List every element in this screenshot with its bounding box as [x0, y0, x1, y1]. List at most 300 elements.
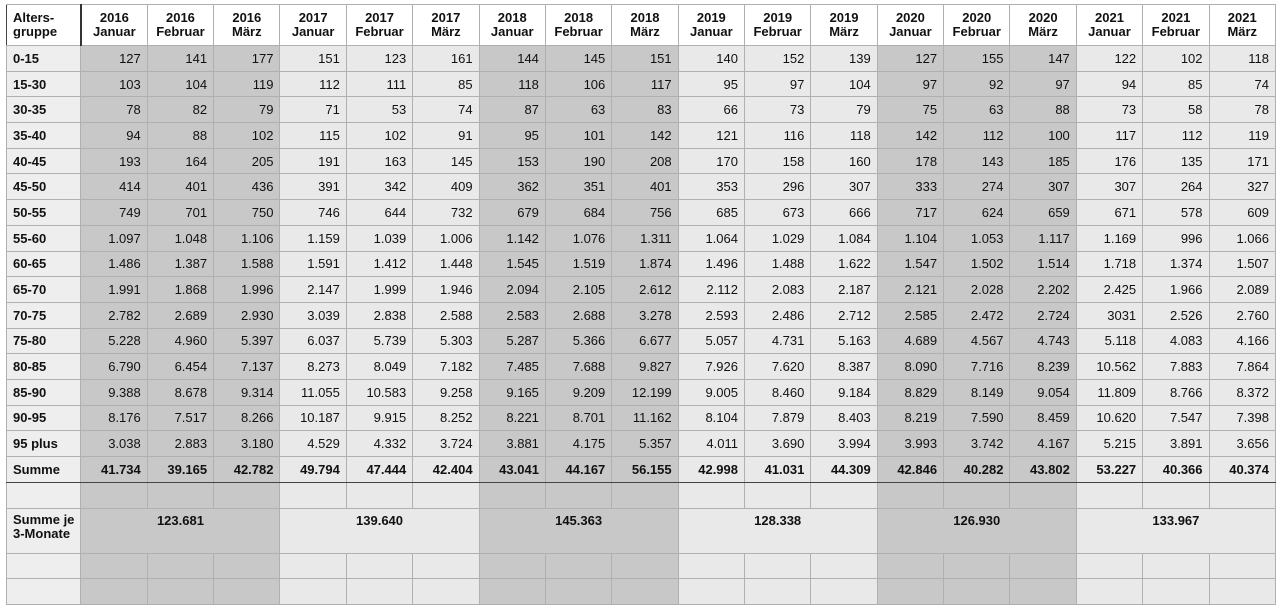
table-cell: 342: [346, 174, 412, 200]
three-month-total: 126.930: [877, 508, 1076, 553]
row-label: 30-35: [7, 97, 81, 123]
table-cell: 264: [1143, 174, 1209, 200]
table-cell: [545, 553, 611, 579]
column-header-year: 2021: [1227, 10, 1257, 25]
table-cell: 1.104: [877, 225, 943, 251]
three-month-total: 139.640: [280, 508, 479, 553]
table-row: [7, 277, 1276, 303]
table-cell: 4.332: [346, 431, 412, 457]
table-cell: 1.064: [678, 225, 744, 251]
table-cell: 8.104: [678, 405, 744, 431]
table-cell: 436: [214, 174, 280, 200]
table-cell: 1.507: [1209, 251, 1275, 277]
table-cell: 42.782: [214, 457, 280, 483]
table-cell: 391: [280, 174, 346, 200]
three-month-total: 123.681: [81, 508, 280, 553]
three-month-total: 128.338: [678, 508, 877, 553]
table-cell: 624: [944, 200, 1010, 226]
table-cell: 145: [413, 148, 479, 174]
table-cell: 1.588: [214, 251, 280, 277]
table-cell: 118: [1209, 46, 1275, 72]
table-cell: 3.656: [1209, 431, 1275, 457]
column-header-month: Februar: [156, 24, 205, 39]
table-cell: 2.425: [1076, 277, 1142, 303]
table-cell: 353: [678, 174, 744, 200]
table-cell: 409: [413, 174, 479, 200]
table-cell: [678, 483, 744, 509]
table-cell: [545, 579, 611, 605]
column-header-year: 2019: [763, 10, 793, 25]
table-cell: 11.055: [280, 379, 346, 405]
table-cell: [612, 553, 678, 579]
table-cell: 100: [1010, 123, 1076, 149]
table-cell: [545, 483, 611, 509]
table-row: [7, 225, 1276, 251]
table-cell: 1.966: [1143, 277, 1209, 303]
table-cell: 112: [944, 123, 1010, 149]
table-cell: 8.460: [745, 379, 811, 405]
table-cell: [479, 483, 545, 509]
column-header-year: 2020: [962, 10, 992, 25]
table-cell: [346, 579, 412, 605]
table-row: [7, 251, 1276, 277]
table-cell: 5.397: [214, 328, 280, 354]
table-cell: 97: [877, 71, 943, 97]
table-cell: 8.266: [214, 405, 280, 431]
table-cell: 158: [745, 148, 811, 174]
column-header-month: März: [231, 24, 262, 39]
table-cell: 7.926: [678, 354, 744, 380]
table-cell: 307: [811, 174, 877, 200]
row-label: 70-75: [7, 302, 81, 328]
table-cell: 40.366: [1143, 457, 1209, 483]
table-cell: 112: [1143, 123, 1209, 149]
table-cell: 115: [280, 123, 346, 149]
table-cell: 1.496: [678, 251, 744, 277]
spacer-row: [7, 553, 1276, 579]
table-cell: 151: [612, 46, 678, 72]
table-cell: 4.011: [678, 431, 744, 457]
table-cell: 41.031: [745, 457, 811, 483]
column-header-month: Januar: [291, 24, 335, 39]
column-header-year: 2020: [895, 10, 925, 25]
table-cell: 118: [811, 123, 877, 149]
table-cell: 2.585: [877, 302, 943, 328]
column-header-year: 2017: [298, 10, 328, 25]
table-cell: 2.147: [280, 277, 346, 303]
table-cell: 4.743: [1010, 328, 1076, 354]
table-cell: 147: [1010, 46, 1076, 72]
column-header-month: Februar: [952, 24, 1001, 39]
row-label: 15-30: [7, 71, 81, 97]
table-cell: 95: [479, 123, 545, 149]
table-cell: 191: [280, 148, 346, 174]
table-cell: 1.991: [81, 277, 147, 303]
column-header: [81, 5, 147, 46]
table-cell: [346, 483, 412, 509]
table-row: [7, 148, 1276, 174]
column-header: [214, 5, 280, 46]
column-header: [678, 5, 744, 46]
table-cell: 8.678: [147, 379, 213, 405]
table-row: [7, 174, 1276, 200]
table-cell: 1.999: [346, 277, 412, 303]
table-cell: 79: [214, 97, 280, 123]
table-cell: 145: [545, 46, 611, 72]
table-cell: 8.273: [280, 354, 346, 380]
table-cell: 88: [1010, 97, 1076, 123]
table-cell: [81, 579, 147, 605]
table-cell: 103: [81, 71, 147, 97]
table-cell: [81, 483, 147, 509]
column-header: [612, 5, 678, 46]
table-cell: 139: [811, 46, 877, 72]
table-cell: 7.620: [745, 354, 811, 380]
table-cell: 142: [877, 123, 943, 149]
table-cell: 8.221: [479, 405, 545, 431]
table-cell: 1.374: [1143, 251, 1209, 277]
table-cell: 119: [214, 71, 280, 97]
table-cell: [1209, 553, 1275, 579]
spacer-row: [7, 579, 1276, 605]
column-header-year: 2021: [1161, 10, 1191, 25]
table-cell: 49.794: [280, 457, 346, 483]
table-cell: 3.881: [479, 431, 545, 457]
table-cell: [944, 579, 1010, 605]
table-cell: 42.998: [678, 457, 744, 483]
table-cell: 1.066: [1209, 225, 1275, 251]
row-label: 90-95: [7, 405, 81, 431]
column-header-month: Februar: [753, 24, 802, 39]
table-cell: 1.142: [479, 225, 545, 251]
table-cell: [1076, 483, 1142, 509]
table-cell: [280, 553, 346, 579]
table-cell: 401: [147, 174, 213, 200]
table-cell: 749: [81, 200, 147, 226]
table-cell: 307: [1010, 174, 1076, 200]
table-cell: 2.688: [545, 302, 611, 328]
table-cell: 121: [678, 123, 744, 149]
table-cell: 5.215: [1076, 431, 1142, 457]
table-cell: 71: [280, 97, 346, 123]
table-cell: [280, 579, 346, 605]
table-row: [7, 328, 1276, 354]
table-cell: [678, 553, 744, 579]
table-cell: 1.946: [413, 277, 479, 303]
table-cell: 74: [413, 97, 479, 123]
table-cell: 9.005: [678, 379, 744, 405]
table-cell: 78: [81, 97, 147, 123]
table-cell: [811, 483, 877, 509]
three-month-total: 145.363: [479, 508, 678, 553]
table-cell: 178: [877, 148, 943, 174]
table-row: [7, 405, 1276, 431]
table-cell: 127: [81, 46, 147, 72]
table-cell: 39.165: [147, 457, 213, 483]
table-cell: [147, 483, 213, 509]
table-cell: [612, 483, 678, 509]
table-cell: 111: [346, 71, 412, 97]
table-cell: 151: [280, 46, 346, 72]
table-cell: [1143, 553, 1209, 579]
table-cell: 97: [1010, 71, 1076, 97]
table-cell: 4.167: [1010, 431, 1076, 457]
row-label: 55-60: [7, 225, 81, 251]
table-cell: 82: [147, 97, 213, 123]
age-group-header-line2: gruppe: [13, 24, 58, 39]
column-header: [413, 5, 479, 46]
row-label: 80-85: [7, 354, 81, 380]
column-header-month: März: [1028, 24, 1058, 39]
column-header-year: 2018: [630, 10, 660, 25]
table-cell: 11.162: [612, 405, 678, 431]
table-cell: 685: [678, 200, 744, 226]
table-cell: [1010, 483, 1076, 509]
table-cell: 153: [479, 148, 545, 174]
table-cell: 135: [1143, 148, 1209, 174]
table-cell: 1.868: [147, 277, 213, 303]
table-cell: [1209, 579, 1275, 605]
table-cell: 4.529: [280, 431, 346, 457]
table-cell: 2.083: [745, 277, 811, 303]
table-cell: 94: [1076, 71, 1142, 97]
table-cell: 1.048: [147, 225, 213, 251]
column-header-month: Februar: [1151, 24, 1201, 39]
table-cell: 1.448: [413, 251, 479, 277]
table-cell: 85: [1143, 71, 1209, 97]
column-header-year: 2020: [1028, 10, 1058, 25]
table-cell: 85: [413, 71, 479, 97]
table-cell: 5.366: [545, 328, 611, 354]
table-cell: 5.228: [81, 328, 147, 354]
table-cell: [745, 553, 811, 579]
sum-row: [7, 457, 1276, 483]
table-cell: [413, 579, 479, 605]
table-cell: 3.993: [877, 431, 943, 457]
column-header-month: März: [829, 24, 859, 39]
table-cell: 5.357: [612, 431, 678, 457]
table-cell: 9.827: [612, 354, 678, 380]
table-cell: 143: [944, 148, 1010, 174]
table-cell: 4.166: [1209, 328, 1275, 354]
table-cell: 3031: [1076, 302, 1142, 328]
table-cell: 2.121: [877, 277, 943, 303]
table-cell: 101: [545, 123, 611, 149]
table-cell: 3.278: [612, 302, 678, 328]
table-cell: 9.184: [811, 379, 877, 405]
table-cell: 1.412: [346, 251, 412, 277]
table-cell: 296: [745, 174, 811, 200]
table-cell: 63: [545, 97, 611, 123]
table-cell: 2.202: [1010, 277, 1076, 303]
table-cell: 118: [479, 71, 545, 97]
table-cell: 8.403: [811, 405, 877, 431]
table-cell: 122: [1076, 46, 1142, 72]
column-header: [545, 5, 611, 46]
table-cell: [1010, 579, 1076, 605]
table-cell: [413, 553, 479, 579]
table-cell: 2.782: [81, 302, 147, 328]
table-cell: 117: [612, 71, 678, 97]
column-header-year: 2016: [232, 10, 262, 25]
table-cell: 171: [1209, 148, 1275, 174]
table-cell: 10.187: [280, 405, 346, 431]
table-cell: 6.454: [147, 354, 213, 380]
row-label: Summe: [7, 457, 81, 483]
table-row: [7, 123, 1276, 149]
table-cell: 8.701: [545, 405, 611, 431]
table-cell: 40.374: [1209, 457, 1275, 483]
table-cell: 3.891: [1143, 431, 1209, 457]
column-header-year: 2017: [365, 10, 394, 25]
column-header-month: März: [630, 24, 660, 39]
table-cell: 578: [1143, 200, 1209, 226]
table-cell: 7.716: [944, 354, 1010, 380]
table-cell: 3.742: [944, 431, 1010, 457]
table-cell: 2.760: [1209, 302, 1275, 328]
column-header-year: 2019: [829, 10, 859, 25]
table-cell: 9.314: [214, 379, 280, 405]
table-cell: 95: [678, 71, 744, 97]
table-cell: 3.180: [214, 431, 280, 457]
table-cell: 2.930: [214, 302, 280, 328]
table-cell: 1.519: [545, 251, 611, 277]
table-cell: 73: [1076, 97, 1142, 123]
table-cell: 44.309: [811, 457, 877, 483]
table-cell: 2.105: [545, 277, 611, 303]
table-cell: 2.028: [944, 277, 1010, 303]
table-cell: 7.182: [413, 354, 479, 380]
table-cell: 7.485: [479, 354, 545, 380]
table-cell: 185: [1010, 148, 1076, 174]
table-cell: 679: [479, 200, 545, 226]
table-cell: 66: [678, 97, 744, 123]
row-label: 60-65: [7, 251, 81, 277]
table-cell: 142: [612, 123, 678, 149]
table-cell: [877, 553, 943, 579]
table-cell: 83: [612, 97, 678, 123]
table-cell: [214, 579, 280, 605]
column-header-month: Januar: [690, 24, 733, 39]
table-cell: 3.038: [81, 431, 147, 457]
table-cell: 7.883: [1143, 354, 1209, 380]
table-cell: 5.287: [479, 328, 545, 354]
table-row: [7, 354, 1276, 380]
table-cell: 5.303: [413, 328, 479, 354]
table-cell: 750: [214, 200, 280, 226]
table-cell: [214, 483, 280, 509]
table-cell: 119: [1209, 123, 1275, 149]
table-cell: 1.311: [612, 225, 678, 251]
table-cell: 1.084: [811, 225, 877, 251]
table-cell: 94: [81, 123, 147, 149]
table-cell: 161: [413, 46, 479, 72]
table-cell: 756: [612, 200, 678, 226]
table-cell: 1.996: [214, 277, 280, 303]
table-cell: [214, 553, 280, 579]
table-cell: 112: [280, 71, 346, 97]
table-cell: 666: [811, 200, 877, 226]
table-cell: 1.514: [1010, 251, 1076, 277]
table-cell: 104: [147, 71, 213, 97]
table-cell: 88: [147, 123, 213, 149]
table-cell: 127: [877, 46, 943, 72]
table-cell: 7.864: [1209, 354, 1275, 380]
table-cell: [745, 483, 811, 509]
table-cell: [81, 553, 147, 579]
table-cell: 6.037: [280, 328, 346, 354]
table-cell: 2.526: [1143, 302, 1209, 328]
row-label: 95 plus: [7, 431, 81, 457]
table-cell: 1.106: [214, 225, 280, 251]
table-cell: 44.167: [545, 457, 611, 483]
table-cell: 1.718: [1076, 251, 1142, 277]
table-cell: [944, 483, 1010, 509]
table-cell: 8.766: [1143, 379, 1209, 405]
table-cell: 8.219: [877, 405, 943, 431]
table-cell: 1.488: [745, 251, 811, 277]
table-cell: 1.053: [944, 225, 1010, 251]
table-cell: 1.591: [280, 251, 346, 277]
table-cell: 2.612: [612, 277, 678, 303]
age-group-header: [7, 5, 81, 46]
column-header-year: 2017: [431, 10, 461, 25]
table-cell: 4.689: [877, 328, 943, 354]
table-cell: [147, 553, 213, 579]
table-cell: 8.387: [811, 354, 877, 380]
table-cell: [745, 579, 811, 605]
table-cell: 104: [811, 71, 877, 97]
table-row: [7, 71, 1276, 97]
table-cell: 1.117: [1010, 225, 1076, 251]
column-header-year: 2016: [165, 10, 195, 25]
table-cell: 9.209: [545, 379, 611, 405]
column-header-month: Januar: [490, 24, 534, 39]
table-cell: 91: [413, 123, 479, 149]
table-cell: 7.547: [1143, 405, 1209, 431]
table-cell: 1.169: [1076, 225, 1142, 251]
table-cell: 5.163: [811, 328, 877, 354]
table-cell: 41.734: [81, 457, 147, 483]
table-cell: 58: [1143, 97, 1209, 123]
age-group-header-line1: Alters-: [13, 10, 55, 25]
table-cell: 673: [745, 200, 811, 226]
table-cell: 9.258: [413, 379, 479, 405]
row-label: 35-40: [7, 123, 81, 149]
table-cell: 4.175: [545, 431, 611, 457]
table-cell: 2.486: [745, 302, 811, 328]
table-cell: 307: [1076, 174, 1142, 200]
table-cell: 414: [81, 174, 147, 200]
table-cell: 106: [545, 71, 611, 97]
table-cell: 659: [1010, 200, 1076, 226]
table-cell: 8.049: [346, 354, 412, 380]
three-month-total: 133.967: [1076, 508, 1275, 553]
column-header: [745, 5, 811, 46]
column-header-year: 2016: [99, 10, 129, 25]
spacer-row: [7, 483, 1276, 509]
column-header-year: 2021: [1095, 10, 1124, 25]
table-cell: [944, 553, 1010, 579]
table-cell: 2.112: [678, 277, 744, 303]
table-cell: 7.517: [147, 405, 213, 431]
table-cell: 2.712: [811, 302, 877, 328]
table-cell: 8.829: [877, 379, 943, 405]
table-cell: 10.620: [1076, 405, 1142, 431]
table-cell: 160: [811, 148, 877, 174]
table-cell: 43.041: [479, 457, 545, 483]
column-header: [1010, 5, 1076, 46]
